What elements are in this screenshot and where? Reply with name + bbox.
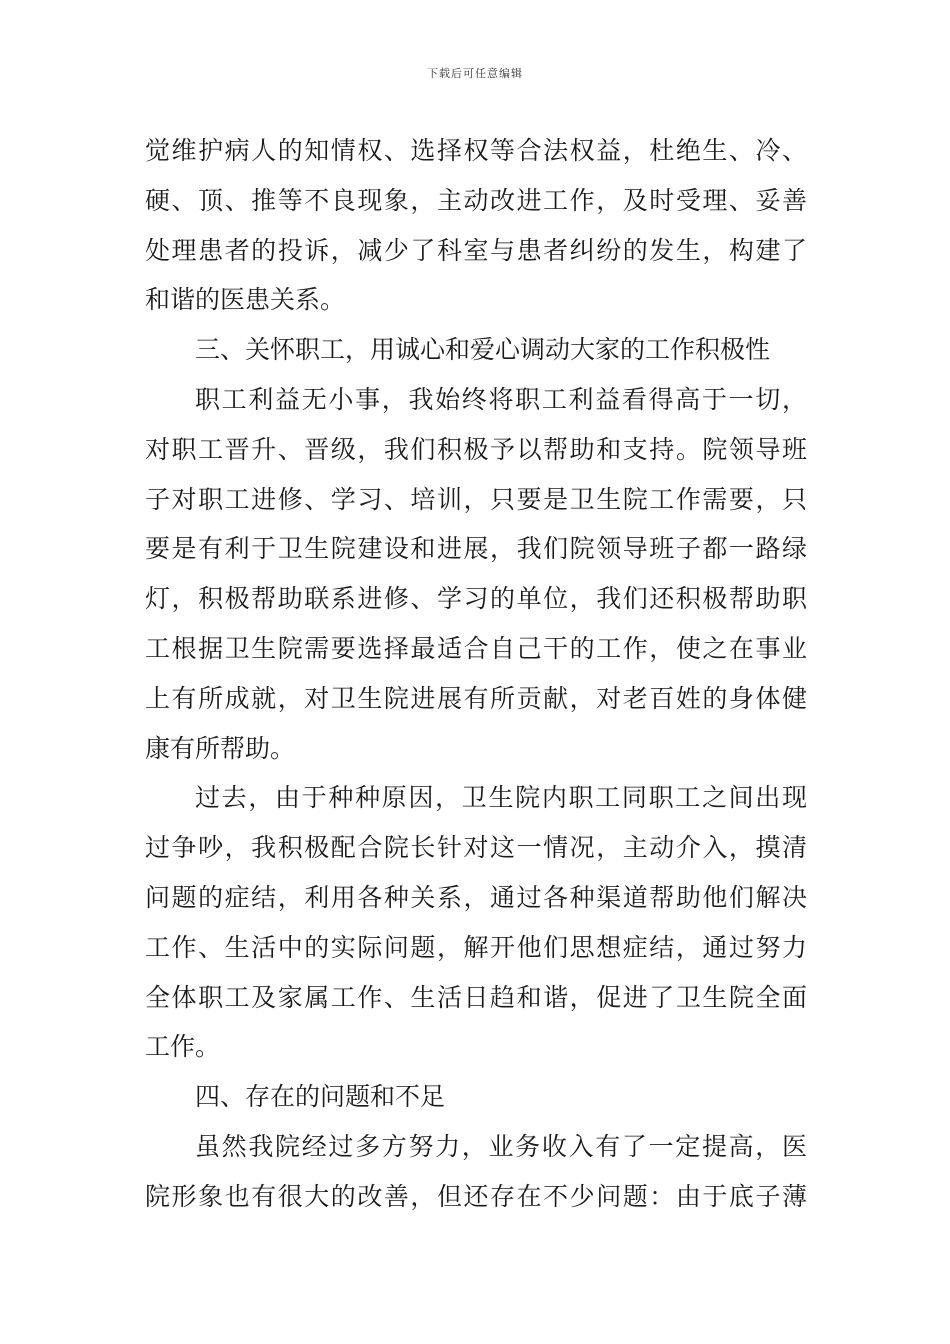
paragraph-line: 过争吵，我积极配合院长针对这一情况，主动介入，摸清 <box>145 833 807 863</box>
paragraph-line: 工作、生活中的实际问题，解开他们思想症结，通过努力 <box>145 932 807 962</box>
document-body <box>145 126 807 1222</box>
paragraph-line: 康有所帮助。 <box>145 733 296 763</box>
paragraph-line: 全体职工及家属工作、生活日趋和谐，促进了卫生院全面 <box>145 982 807 1012</box>
paragraph-line: 觉维护病人的知情权、选择权等合法权益，杜绝生、冷、 <box>145 136 807 165</box>
paragraph-line: 过去，由于种种原因，卫生院内职工同职工之间出现 <box>195 783 807 813</box>
paragraph-line: 和谐的医患关系。 <box>145 285 346 315</box>
paragraph-line: 问题的症结，利用各种关系，通过各种渠道帮助他们解决 <box>145 882 807 912</box>
paragraph-line: 上有所成就，对卫生院进展有所贡献，对老百姓的身体健 <box>145 683 807 713</box>
section-heading: 三、关怀职工，用诚心和爱心调动大家的工作积极性 <box>195 335 771 365</box>
paragraph-line: 子对职工进修、学习、培训，只要是卫生院工作需要，只 <box>145 484 807 514</box>
paragraph-line: 硬、顶、推等不良现象，主动改进工作，及时受理、妥善 <box>145 185 807 215</box>
paragraph-line: 院形象也有很大的改善，但还存在不少问题：由于底子薄 <box>145 1181 807 1211</box>
paragraph-line: 要是有利于卫生院建设和进展，我们院领导班子都一路绿 <box>145 534 807 564</box>
paragraph-line: 职工利益无小事，我始终将职工利益看得高于一切， <box>195 384 807 414</box>
paragraph-line: 工作。 <box>145 1032 221 1062</box>
page-header: 下载后可任意编辑 <box>427 67 523 80</box>
paragraph-line: 工根据卫生院需要选择最适合自己干的工作，使之在事业 <box>145 633 807 663</box>
paragraph-line: 处理患者的投诉，减少了科室与患者纠纷的发生，构建了 <box>145 235 807 265</box>
paragraph-line: 对职工晋升、晋级，我们积极予以帮助和支持。院领导班 <box>145 434 807 464</box>
paragraph-line: 灯，积极帮助联系进修、学习的单位，我们还积极帮助职 <box>145 584 807 614</box>
paragraph-line: 虽然我院经过多方努力，业务收入有了一定提高，医 <box>195 1131 807 1161</box>
section-heading: 四、存在的问题和不足 <box>195 1082 446 1112</box>
